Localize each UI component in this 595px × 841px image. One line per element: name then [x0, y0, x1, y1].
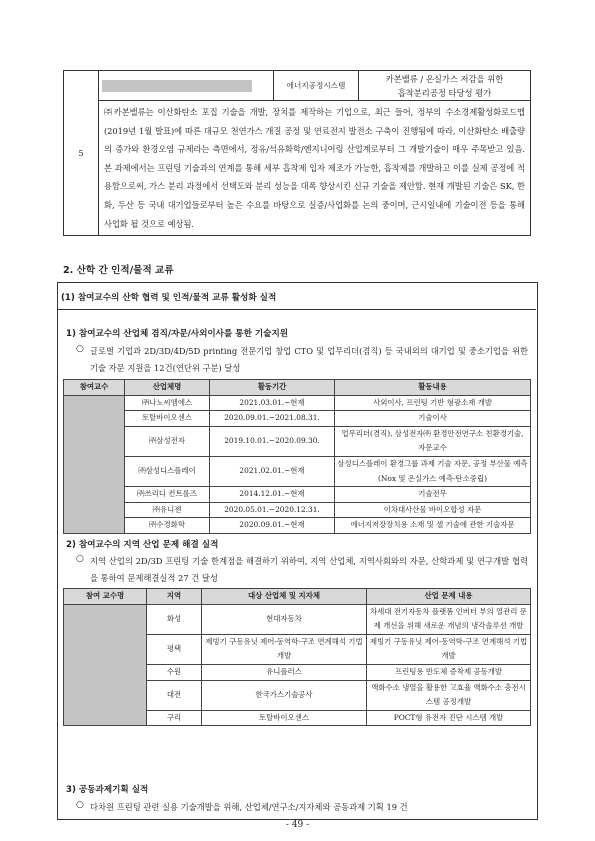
col-header: 활동내용	[335, 380, 531, 396]
project-title	[359, 71, 531, 101]
target-cell: 토탈바이오센스	[202, 710, 367, 726]
sub3-text: 다차원 프린팅 관련 실용 기술개발을 위해, 산업체/연구소/지자체와 공동과제 기획 19 건	[90, 802, 408, 812]
activity-cell: 사외이사, 프린팅 기반 형광소재 개발	[335, 395, 531, 411]
sub3-title: 3) 공동과제기획 실적	[66, 785, 149, 795]
col-header: 산업체명	[125, 380, 210, 396]
company-cell: ㈜삼성디스플레이	[125, 456, 210, 486]
col-header: 산업 문제 내용	[367, 589, 531, 605]
sub2-text: 지역 산업의 2D/3D 프린팅 기술 한계점을 해결하기 위하여, 지역 산업체, 지역사회와의 자문, 산학과제 및 연구개발 협력을 통하여 문제해결실적 27 건 달성	[90, 556, 528, 583]
table-row	[64, 456, 531, 486]
region-cell: 구리	[147, 710, 202, 726]
redacted-cell	[99, 71, 274, 101]
row-number: 5	[64, 71, 99, 236]
bullet-icon: ○	[76, 344, 84, 354]
region-cell: 화성	[147, 604, 202, 634]
col-header: 참여교수	[64, 380, 125, 396]
col-header: 참여 교수명	[64, 589, 147, 605]
company-cell: ㈜삼성전자	[125, 426, 210, 456]
period-cell: 2019.10.01.~2020.09.30.	[210, 426, 335, 456]
box-header	[57, 282, 536, 310]
col-header: 지역	[147, 589, 202, 605]
table-row	[64, 518, 531, 534]
project-title-line2: 흡착분리공정 타당성 평가	[397, 87, 492, 98]
activity-cell: 삼성디스플레이 환경그룹 과제 기술 자문, 공정 부산물 예측 (Nox 및 온실가스 예측-탄소중립)	[335, 456, 531, 486]
col-header: 대상 산업체 및 지자체	[202, 589, 367, 605]
sub1-title: 1) 참여교수의 산업체 겸직/자문/사외이사를 통한 기술지원	[66, 329, 289, 339]
activity-cell: 업무리더(겸직), 삼성전자㈜ 환경안전연구소 친환경기술, 자문교수	[335, 426, 531, 456]
redacted-cell	[64, 395, 125, 533]
redacted-block	[102, 80, 252, 92]
region-cell: 대전	[147, 680, 202, 710]
table-row	[64, 395, 531, 411]
company-cell: ㈜쓰리디 컨트롤즈	[125, 487, 210, 503]
bullet-icon: ○	[76, 554, 84, 564]
content-cell: 프린팅용 반도체 증착제 공동개발	[367, 664, 531, 680]
target-cell: 한국가스기술공사	[202, 680, 367, 710]
period-cell: 2020.09.01.~2021.08.31.	[210, 411, 335, 427]
table-row	[64, 411, 531, 427]
company-cell: ㈜유니젠	[125, 502, 210, 518]
period-cell: 2014.12.01.~현재	[210, 487, 335, 503]
table-row	[64, 502, 531, 518]
page-number: - 49 -	[285, 820, 310, 830]
company-cell: ㈜나노씨엠에스	[125, 395, 210, 411]
redacted-cell	[64, 604, 147, 726]
period-cell: 2021.02.01.~현재	[210, 456, 335, 486]
content-cell: 차세대 전기자동차 플랫폼 인버터 부의 열관리 문제 개선을 위해 새로운 개념의 냉각솔루션 개발	[367, 604, 531, 634]
target-cell: 유니플러스	[202, 664, 367, 680]
content-cell: POCT형 유전자 진단 시스템 개발	[367, 710, 531, 726]
region-cell: 수원	[147, 664, 202, 680]
company-cell: ㈜수경화학	[125, 518, 210, 534]
period-cell: 2020.05.01.~2020.12.31.	[210, 502, 335, 518]
project-table	[63, 70, 531, 236]
activity-cell: 기술이사	[335, 411, 531, 427]
field-label: 에너지공정시스템	[274, 71, 359, 101]
period-cell: 2021.03.01.~현재	[210, 395, 335, 411]
bullet-icon: ○	[76, 800, 84, 810]
period-cell: 2020.09.01.~현재	[210, 518, 335, 534]
target-cell: 제빙기 구동유닛 제어-동역학-구조 연계해석 기법 개발	[202, 634, 367, 664]
target-cell: 현대자동차	[202, 604, 367, 634]
project-title-line1: 카본밸류 / 온실가스 저감을 위한	[385, 73, 504, 84]
content-cell: 액화수소 냉열을 활용한 고효율 액화수소 충전시스템 공정개발	[367, 680, 531, 710]
region-cell: 평택	[147, 634, 202, 664]
project-description: ㈜카본밸류는 이산화탄소 포집 기술을 개발, 장치를 제작하는 기업으로, 최근 들어, 정부의 수소경제활성화로드맵(2019년 1월 발표)에 따른 대규모 천연가스 개질 공정 및 연료전지 발전소 구축이 진행됨에 따라, 이산화탄소 배출량의 증가와 환경오염 규제라는 측면에서, 정유/석유화학/엔지니어링 산업계로부터 그 개발기술이 매우 주목받고 있음. 본 과제에서는 프린팅 기술과의 연계를 통해 세부 흡착제 입자 제조가 가능한, 흡착제를 개발하고 이를 실제 공정에 적용함으로써, 가스 분리 과정에서 선택도와 분리 성능을 대폭 향상시킨 신규 기술을 제안함. 현재 개발된 기술은 SK, 한화, 두산 등 국내 대기업들로부터 높은 수요를 바탕으로 실증/사업화를 논의 중이며, 근시일내에 기술이전 등을 통해 사업화 될 것으로 예상됨.	[99, 101, 531, 236]
activity-cell: 기술전무	[335, 487, 531, 503]
activity-cell: 에너지저장장치용 소재 및 셀 기술에 관한 기술자문	[335, 518, 531, 534]
section-title: 2. 산학 간 인적/물적 교류	[63, 265, 174, 276]
advisory-table	[63, 379, 531, 534]
table-row	[64, 426, 531, 456]
content-cell: 제빙기 구동유닛 제어-동역학-구조 연계해석 기법 개발	[367, 634, 531, 664]
box-title: (1) 참여교수의 산학 협력 및 인적/물적 교류 활성화 실적	[61, 293, 277, 303]
table-row	[64, 604, 531, 634]
activity-cell: 이차대사산물 바이오합성 자문	[335, 502, 531, 518]
company-cell: 토탈바이오센스	[125, 411, 210, 427]
sub2-title: 2) 참여교수의 지역 산업 문제 해결 실적	[66, 540, 219, 550]
col-header: 활동기간	[210, 380, 335, 396]
sub1-text: 글로벌 기업과 2D/3D/4D/5D printing 전문기업 창업 CTO 및 업무리더(겸직) 등 국내외의 대기업 및 중소기업을 위한 기술 자문 지원을 12건(연단위 구분) 달성	[90, 346, 528, 373]
problem-table	[63, 588, 531, 726]
table-row	[64, 487, 531, 503]
